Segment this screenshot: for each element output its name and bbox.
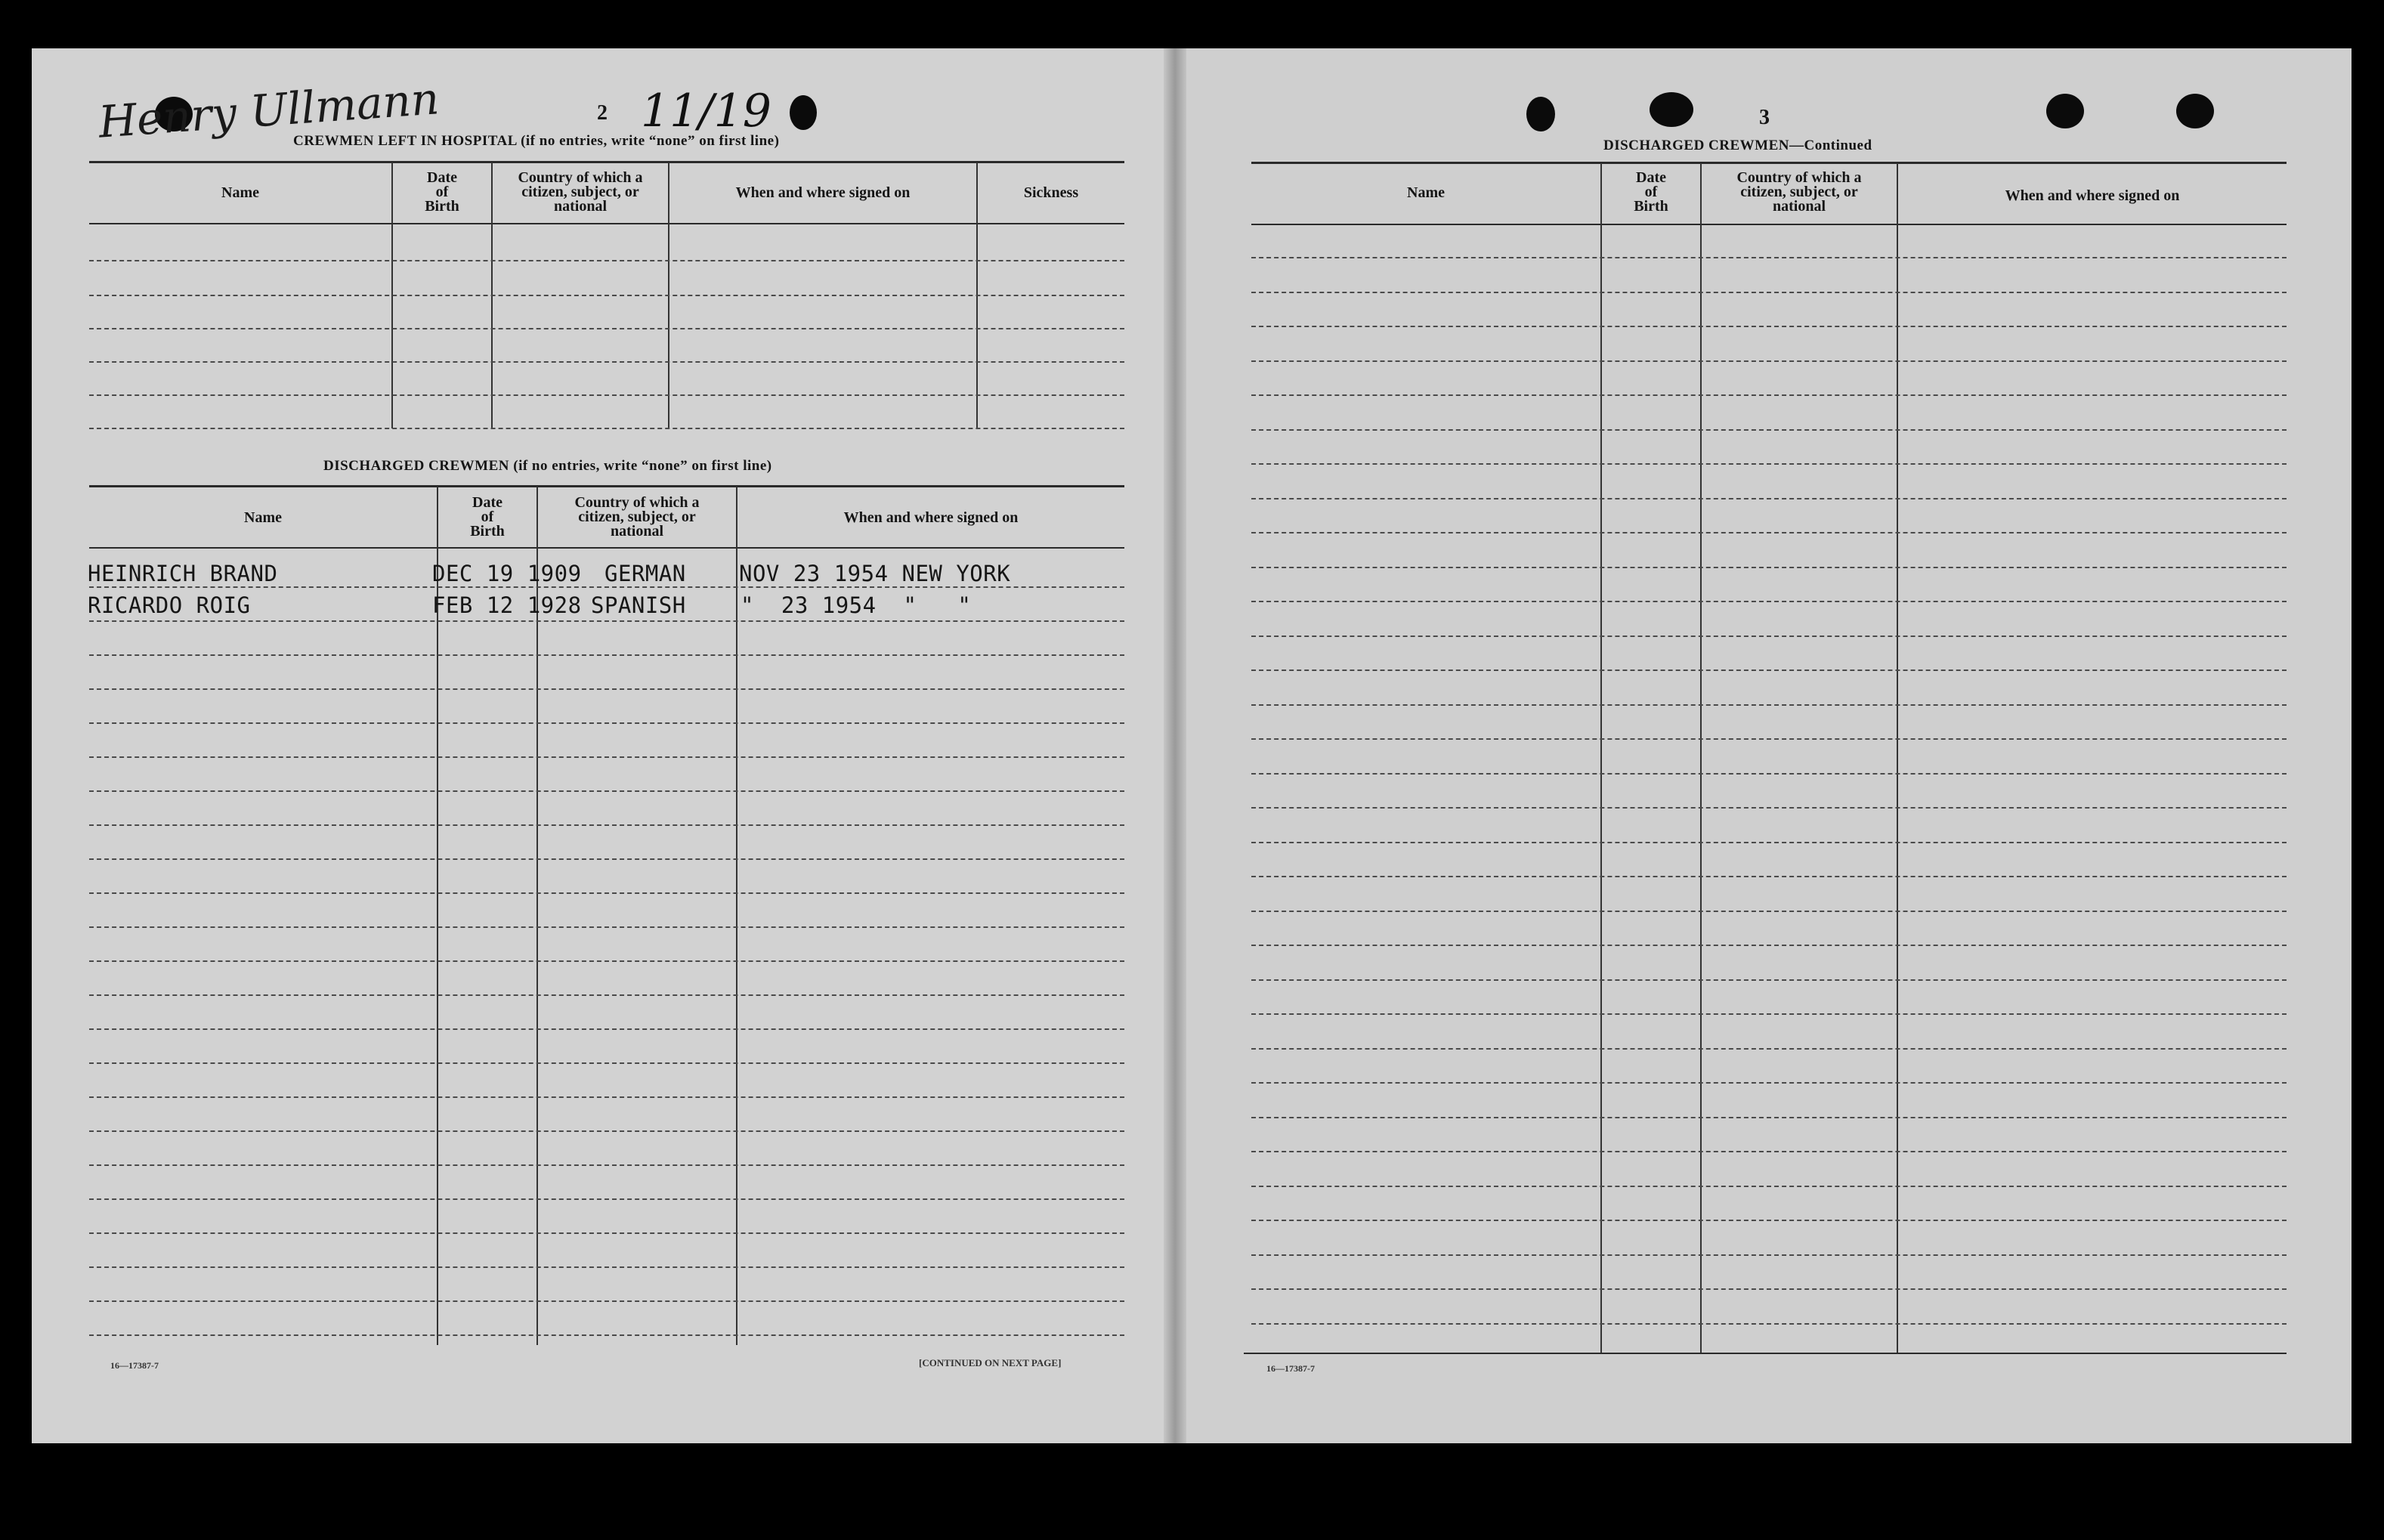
ruled-line	[1251, 498, 2287, 499]
header-bottom-rule	[1251, 224, 2287, 225]
ruled-line	[89, 260, 1124, 261]
row-dob: DEC 19 1909	[432, 561, 582, 586]
ruled-line	[89, 1198, 1124, 1200]
ruled-line	[89, 428, 1124, 429]
col-header-dob: Date of Birth	[425, 169, 459, 215]
row-country: SPANISH	[591, 592, 686, 618]
column-divider	[736, 487, 737, 1345]
table-top-rule	[89, 485, 1124, 487]
col-header-name: Name	[221, 184, 259, 201]
ruled-line	[1251, 1151, 2287, 1152]
handwritten-signature: Henry Ullmann	[97, 73, 441, 148]
col-header-country: Country of which a citizen, subject, or national	[518, 169, 643, 215]
ruled-line	[1251, 601, 2287, 602]
ruled-line	[1251, 704, 2287, 706]
punch-hole	[1650, 92, 1693, 127]
ruled-line	[89, 328, 1124, 329]
ruled-line	[1251, 292, 2287, 293]
ruled-line	[89, 1334, 1124, 1336]
continued-note: [CONTINUED ON NEXT PAGE]	[919, 1357, 1062, 1368]
ruled-line	[89, 1096, 1124, 1098]
ruled-line	[89, 994, 1124, 996]
left-page	[32, 48, 1171, 1443]
form-number-left: 16—17387-7	[110, 1360, 159, 1371]
ruled-line	[1251, 1082, 2287, 1084]
ruled-line	[1251, 532, 2287, 533]
ruled-line	[1251, 1186, 2287, 1187]
col-header-name: Name	[1407, 184, 1445, 201]
ruled-line	[89, 361, 1124, 363]
col-header-signed: When and where signed on	[843, 509, 1019, 526]
ruled-line	[89, 1028, 1124, 1030]
ruled-line	[1251, 842, 2287, 843]
ruled-line	[1251, 1048, 2287, 1050]
handwritten-stamp: 11/19	[641, 85, 771, 138]
ruled-line	[89, 892, 1124, 894]
ruled-line	[89, 586, 1124, 588]
col-header-signed: When and where signed on	[735, 184, 911, 201]
ruled-line	[1251, 738, 2287, 740]
punch-hole	[2046, 94, 2084, 128]
row-signed: " 23 1954 " "	[741, 592, 972, 618]
col-header-country: Country of which a citizen, subject, or national	[1736, 169, 1862, 215]
ruled-line	[89, 295, 1124, 296]
ruled-line	[89, 1164, 1124, 1166]
col-header-signed: When and where signed on	[2005, 187, 2180, 204]
row-name: RICARDO ROIG	[88, 592, 251, 618]
ruled-line	[1251, 1220, 2287, 1221]
ruled-line	[1251, 257, 2287, 258]
ruled-line	[1251, 1323, 2287, 1325]
ruled-line	[1251, 911, 2287, 912]
ruled-line	[89, 688, 1124, 690]
ruled-line	[1251, 1013, 2287, 1015]
ruled-line	[89, 1266, 1124, 1268]
ruled-line	[89, 1130, 1124, 1132]
col-header-dob: Date of Birth	[1634, 169, 1668, 215]
ruled-line	[1251, 429, 2287, 431]
ruled-line	[1251, 876, 2287, 877]
ruled-line	[89, 1232, 1124, 1234]
row-signed: NOV 23 1954 NEW YORK	[739, 561, 1011, 586]
punch-hole	[1526, 97, 1555, 131]
ruled-line	[1251, 979, 2287, 981]
page-gutter	[1164, 48, 1186, 1443]
page-number-left: 2	[597, 101, 608, 125]
column-divider	[1897, 163, 1898, 1353]
column-divider	[1700, 163, 1702, 1353]
row-dob: FEB 12 1928	[432, 592, 582, 618]
ruled-line	[1251, 567, 2287, 568]
table-bottom-rule	[1244, 1353, 2287, 1354]
ruled-line	[1251, 1117, 2287, 1118]
ruled-line	[89, 926, 1124, 928]
column-divider	[1600, 163, 1602, 1353]
col-header-sickness: Sickness	[1023, 184, 1079, 201]
ruled-line	[1251, 463, 2287, 465]
ruled-line	[1251, 1254, 2287, 1256]
ruled-line	[1251, 669, 2287, 671]
punch-hole	[790, 95, 817, 130]
ruled-line	[89, 654, 1124, 656]
ruled-line	[89, 756, 1124, 758]
ruled-line	[89, 394, 1124, 396]
ruled-line	[1251, 807, 2287, 809]
ruled-line	[89, 790, 1124, 792]
ruled-line	[89, 620, 1124, 622]
col-header-country: Country of which a citizen, subject, or national	[574, 494, 700, 540]
right-section-title: DISCHARGED CREWMEN—Continued	[1603, 138, 1872, 153]
col-header-dob: Date of Birth	[470, 494, 505, 540]
ruled-line	[1251, 394, 2287, 396]
table-top-rule	[89, 161, 1124, 163]
header-bottom-rule	[89, 547, 1124, 549]
ruled-line	[89, 1300, 1124, 1302]
ruled-line	[89, 960, 1124, 962]
table-top-rule	[1251, 162, 2287, 164]
row-country: GERMAN	[605, 561, 686, 586]
form-number-right: 16—17387-7	[1266, 1363, 1315, 1374]
ruled-line	[1251, 773, 2287, 775]
ruled-line	[1251, 360, 2287, 362]
ruled-line	[89, 858, 1124, 860]
ruled-line	[89, 722, 1124, 724]
ruled-line	[1251, 635, 2287, 637]
ruled-line	[1251, 945, 2287, 946]
header-bottom-rule	[89, 223, 1124, 224]
col-header-name: Name	[244, 509, 282, 526]
hospital-section-title: CREWMEN LEFT IN HOSPITAL (if no entries, write “none” on first line)	[293, 133, 780, 149]
punch-hole	[2176, 94, 2214, 128]
row-name: HEINRICH BRAND	[88, 561, 278, 586]
ruled-line	[89, 1062, 1124, 1064]
discharged-section-title: DISCHARGED CREWMEN (if no entries, write “none” on first line)	[323, 458, 772, 474]
ruled-line	[89, 824, 1124, 826]
page-number-right: 3	[1759, 106, 1770, 129]
ruled-line	[1251, 1288, 2287, 1290]
ruled-line	[1251, 326, 2287, 327]
